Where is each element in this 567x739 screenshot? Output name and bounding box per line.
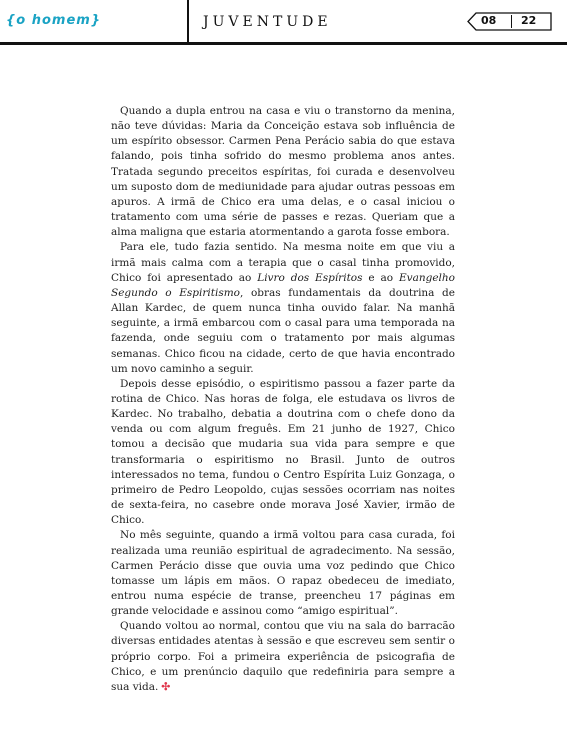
end-of-article-icon: ✣ — [161, 680, 171, 693]
page-separator — [511, 15, 512, 28]
total-pages-number: 22 — [521, 14, 537, 27]
article-body — [111, 104, 455, 695]
magazine-logo[interactable]: {o homem} — [6, 13, 102, 28]
paragraph: No mês seguinte, quando a irmã voltou para casa curada, foi realizada uma reunião espiritual de agradecimento. Na sessão, Carmen Perácio disse que ouvia uma voz pedindo que Chico tomasse um lápis em mãos. O rapaz obedeceu de imediato, entrou numa espécie de transe, preencheu 17 páginas em grande velocidade e assinou como “amigo espiritual”. — [111, 529, 455, 618]
paragraph — [111, 240, 455, 376]
header-rule — [0, 42, 567, 45]
paragraph: Depois desse episódio, o espiritismo passou a fazer parte da rotina de Chico. Nas horas de folga, ele estudava os livros de Kardec. No trabalho, debatia a doutrina com o chefe dono da venda ou com algum freguês. Em 21 junho de 1927, Chico tomou a decisão que mudaria sua vida para sempre e que transformaria o espiritismo no Brasil. Junto de outros interessados no tema, fundou o Centro Espírita Luiz Gonzaga, o primeiro de Pedro Leopoldo, cujas sessões ocorriam nas noites de sexta-feira, no casebre onde morava José Xavier, irmão de Chico. — [111, 377, 455, 527]
book-title: Livro dos Espíritos — [257, 271, 363, 284]
paragraph-text: Para ele, tudo fazia sentido. Na mesma noite em que viu a irmã mais calma com a terapia que o casal tinha promovido, Chico foi apresentado ao — [111, 241, 455, 284]
section-title: JUVENTUDE — [203, 14, 332, 30]
paragraph-text: , obras fundamentais da doutrina de Allan Kardec, de quem nunca tinha ouvido falar. Na manhã seguinte, a irmã embarcou com o casal para uma temporada na fazenda, onde seguiu com o tratamento por mais algumas semanas. Chico ficou na cidade, certo de que havia encontrado um novo caminho a seguir. — [111, 286, 455, 375]
page-header — [0, 0, 567, 44]
paragraph-text: Quando voltou ao normal, contou que viu na sala do barracão diversas entidades atentas à sessão e que escreveu sem sentir o próprio corpo. Foi a primeira experiência de psicografia de Chico, e um prenúncio daquilo que redefiniria para sempre a sua vida. — [111, 620, 455, 693]
book-title: Evangelho Segundo o Espiritismo — [111, 271, 455, 299]
paragraph — [111, 619, 455, 695]
current-page-number: 08 — [481, 14, 497, 27]
page-indicator-frame-icon — [467, 12, 553, 31]
header-divider — [187, 0, 189, 42]
page-indicator[interactable] — [467, 12, 553, 31]
paragraph-text: e ao — [362, 271, 399, 284]
paragraph: Quando a dupla entrou na casa e viu o transtorno da menina, não teve dúvidas: Maria da Conceição estava sob influência de um espírito obsessor. Carmen Pena Perácio sabia do que estava falando, pois tinha sofrido do mesmo problema anos antes. Tratada segundo preceitos espíritas, foi curada e desenvolveu um suposto dom de mediunidade para ajudar outras pessoas em apuros. A irmã de Chico era uma delas, e o casal iniciou o tratamento com uma série de passes e rezas. Queriam que a alma maligna que estaria atormentando a garota fosse embora. — [111, 105, 455, 239]
